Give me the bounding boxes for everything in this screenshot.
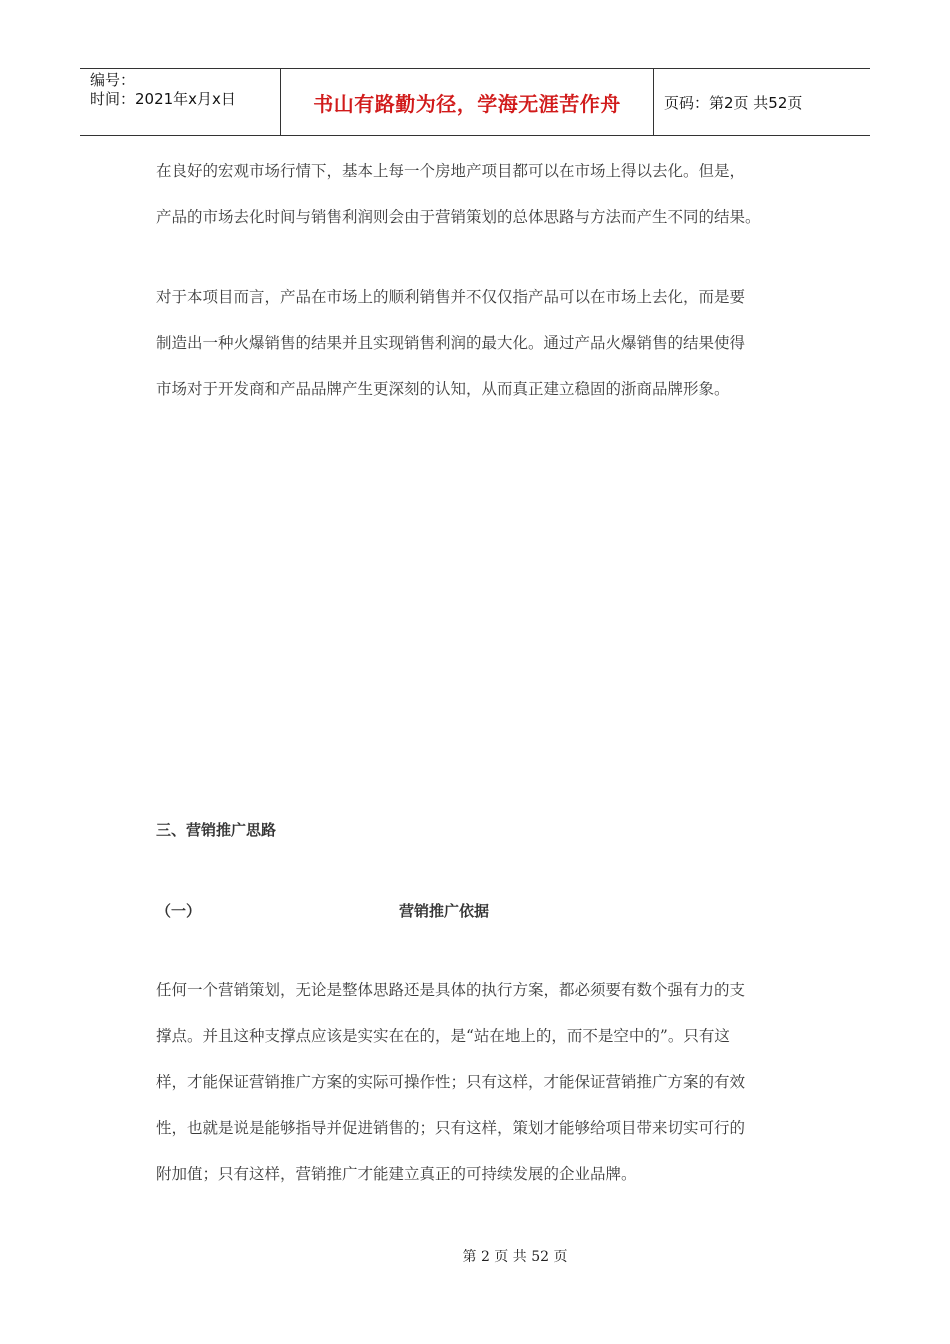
subsection-title: 营销推广依据 [399,902,490,920]
paragraph-2-line-3: 市场对于开发商和产品品牌产生更深刻的认知，从而真正建立稳固的浙商品牌形象。 [156,380,730,398]
paragraph-1-line-2: 产品的市场去化时间与销售利润则会由于营销策划的总体思路与方法而产生不同的结果。 [156,208,761,226]
paragraph-2-line-2: 制造出一种火爆销售的结果并且实现销售利润的最大化。通过产品火爆销售的结果使得 [156,334,746,352]
header-motto: 书山有路勤为径，学海无涯苦作舟 [281,69,654,135]
page-footer: 第 2 页 共 52 页 [462,1249,568,1265]
paragraph-3-line-3: 样，才能保证营销推广方案的实际可操作性；只有这样，才能保证营销推广方案的有效 [156,1073,746,1091]
paragraph-1-line-1: 在良好的宏观市场行情下，基本上每一个房地产项目都可以在市场上得以去化。但是， [156,162,746,180]
page-header [80,68,870,136]
subsection-number: （一） [156,902,202,920]
document-date: 时间：2021年x月x日 [90,90,236,108]
paragraph-3 [156,967,806,1197]
section-heading: 三、营销推广思路 [156,821,277,839]
paragraph-3-line-4: 性，也就是说是能够指导并促进销售的；只有这样，策划才能够给项目带来切实可行的 [156,1119,746,1137]
paragraph-3-line-5: 附加值；只有这样，营销推广才能建立真正的可持续发展的企业品牌。 [156,1165,637,1183]
paragraph-3-line-1: 任何一个营销策划，无论是整体思路还是具体的执行方案，都必须要有数个强有力的支 [156,981,746,999]
header-page-info: 页码：第2页 共52页 [664,93,803,112]
paragraph-2 [156,274,806,412]
header-meta [80,69,281,135]
paragraph-1 [156,148,806,240]
paragraph-3-line-2: 撑点。并且这种支撑点应该是实实在在的，是“站在地上的，而不是空中的”。只有这 [156,1027,730,1045]
paragraph-2-line-1: 对于本项目而言，产品在市场上的顺利销售并不仅仅指产品可以在市场上去化，而是要 [156,288,746,306]
document-number-label: 编号： [90,71,136,89]
